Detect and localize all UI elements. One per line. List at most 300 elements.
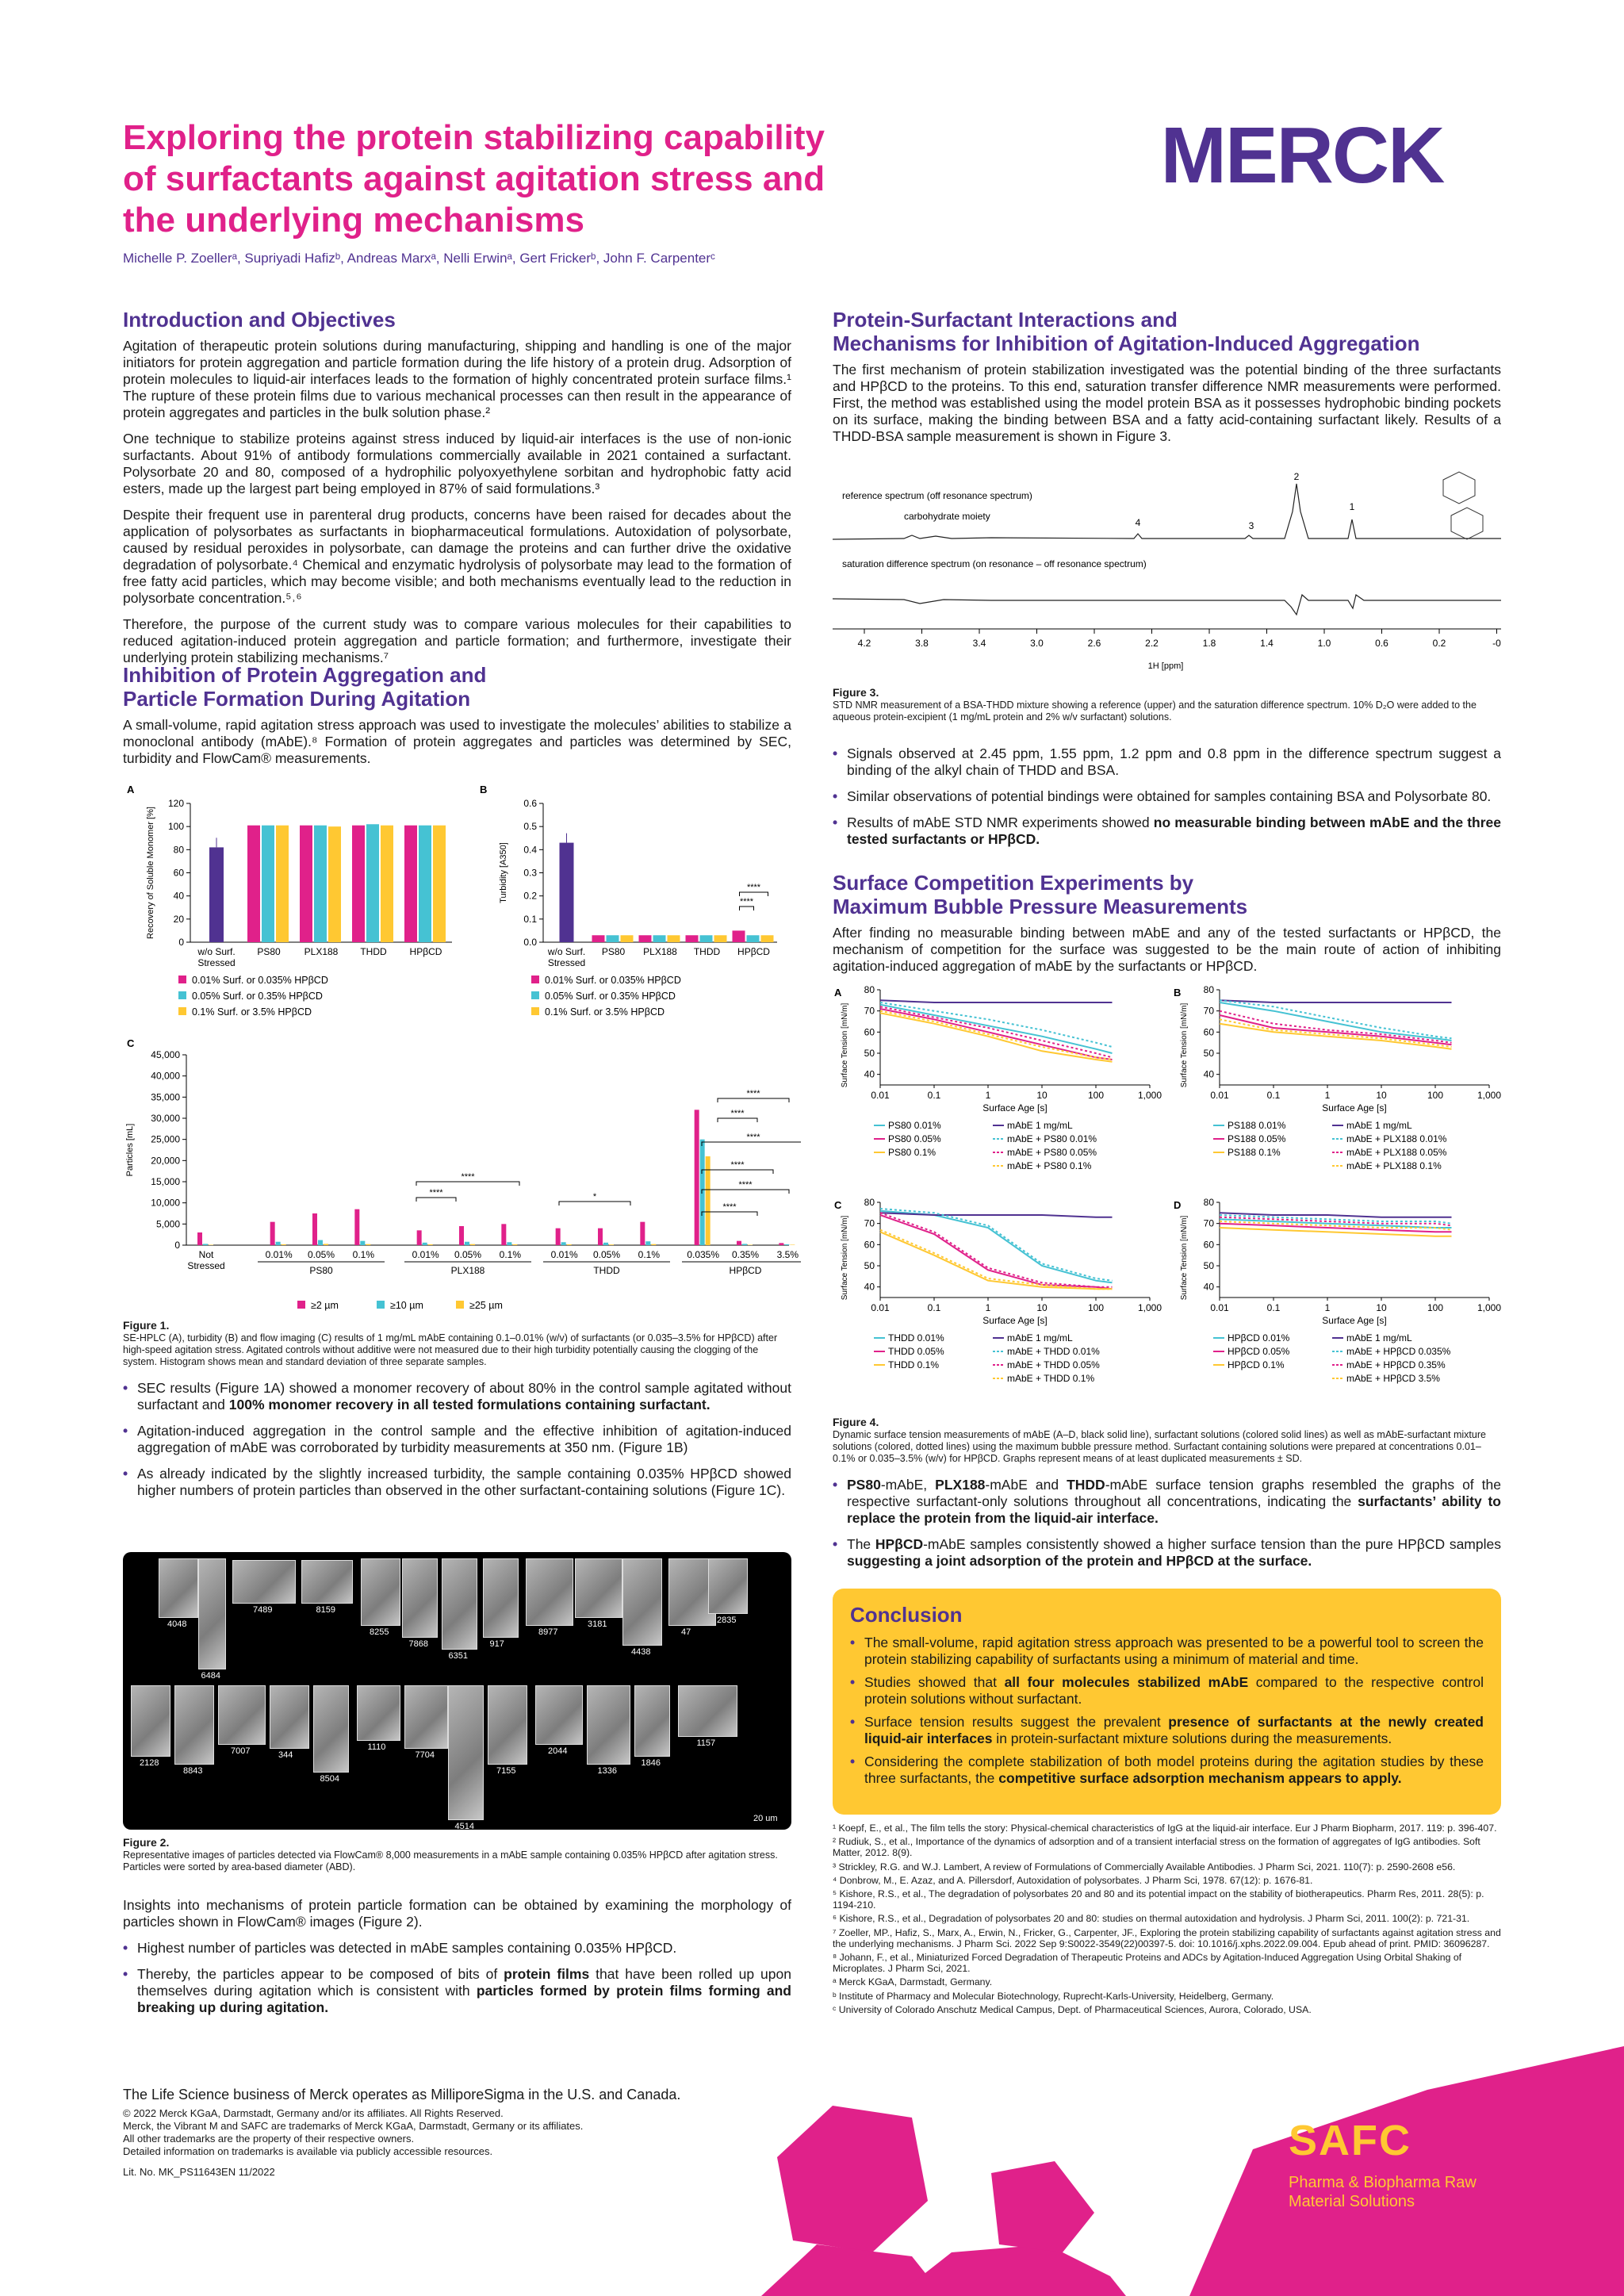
bar [742,1244,747,1245]
nmr-peak-label: 2 [1293,471,1300,482]
legend-label: mAbE + HPβCD 0.035% [1346,1346,1451,1357]
x-tick-label: 1 [1324,1302,1331,1313]
legend-label: mAbE + HPβCD 3.5% [1346,1373,1440,1384]
y-tick-label: 80 [864,1197,875,1208]
y-axis-label: Particles [mL] [125,1123,135,1177]
y-axis-label: Turbidity [A350] [499,842,508,903]
nmr-peak-label: 1 [1349,501,1355,512]
sig-label: **** [738,1180,753,1190]
sig-label: **** [461,1172,475,1182]
particle-label: 1336 [597,1766,617,1776]
legend-label: 0.1% Surf. or 3.5% HPβCD [192,1006,312,1018]
bar [501,1224,506,1245]
particle-label: 4048 [167,1619,187,1629]
y-tick-label: 0.2 [523,890,537,902]
fig2-discussion [123,1897,791,2026]
x-tick-label: PLX188 [643,946,677,957]
particle-image [483,1558,519,1638]
particle-image [678,1685,737,1737]
surface-p1: After finding no measurable binding between mAbE and any of the tested surfactants or HPβCD, the mechanism of competition for the surface was suggested to be the main route of action of inhibiting agitation-induced aggregation of mAbE by the surfactants or HPβCD. [833,925,1501,974]
x-tick-label: 0.01 [1210,1090,1229,1101]
bar [653,935,666,942]
y-axis-label: Recovery of Soluble Monomer [%] [146,807,155,939]
legend-label: ≥25 µm [469,1300,503,1311]
sig-label: **** [730,1160,745,1170]
x-axis-label: Surface Age [s] [982,1315,1048,1326]
reference-item: ᵇ Institute of Pharmacy and Molecular Biotechnology, Ruprecht-Karls-University, Heidelberg, Germany. [833,1990,1274,2002]
y-tick-label: 70 [864,1005,875,1017]
bar [417,1230,422,1245]
y-tick-label: 20 [173,913,184,925]
y-tick-label: 80 [1203,984,1214,995]
bar [314,826,327,942]
figure-3-caption [833,687,1501,723]
nmr-x-tick-label: 2.2 [1145,638,1159,649]
legend-label: HPβCD 0.05% [1228,1346,1290,1357]
inhibition-heading-2: Particle Formation During Agitation [123,687,471,711]
particle-label: 1846 [641,1758,661,1768]
bar [737,1241,741,1245]
x-tick-label: 0.1% [638,1249,661,1260]
x-axis-label: Surface Age [s] [1322,1102,1387,1114]
nmr-saturation-spectrum [833,595,1501,615]
intro-p3: Despite their frequent use in parenteral drug products, concerns have been raised for decades about the application of polysorbates as surfactants in biopharmaceutical formulations. Autoxidation of polysorbate, caused by residual peroxides in polysorbate, can damage the proteins and can further drive the oxidative degradation of polysorbate.⁴ Chemical and enzymatic hydrolysis of polysorbate may lead to the formation of free fatty acid particles, which may become visible; and both mechanisms eventually lead to the reduction in polysorbate concentration.⁵˒⁶ [123,507,791,606]
reference-item: ¹ Koepf, E., et al., The film tells the story: Physical-chemical characteristics of IgG at the liquid-air interface. Eur J Pharm Biopharm, 2017. 119: p. 396-407. [833,1823,1497,1834]
legend-label: HPβCD 0.01% [1228,1332,1290,1343]
nmr-x-tick-label: 1.4 [1260,638,1274,649]
y-tick-label: 120 [167,798,184,809]
bar [668,935,680,942]
bar [507,1242,511,1245]
bar [784,1244,789,1245]
y-tick-label: 60 [173,867,184,879]
legend-label: mAbE + THDD 0.1% [1007,1373,1095,1384]
x-axis-label: Surface Age [s] [1322,1315,1387,1326]
x-tick-label: 0.35% [731,1249,760,1260]
intro-heading: Introduction and Objectives [123,308,396,332]
particle-image [448,1685,484,1820]
bar [381,826,393,942]
legend-label: 0.05% Surf. or 0.35% HPβCD [192,991,323,1002]
reference-item: ⁴ Donbrow, M., E. Azaz, and A. Pillersdorf, Autoxidation of polysorbates. J Pharm Sci, 1978. 67(12): p. 1676-81. [833,1874,1313,1886]
particle-image [131,1685,170,1757]
figure-1-caption [123,1320,791,1368]
bar [354,1209,359,1245]
x-tick-label: 0.1 [927,1302,941,1313]
x-tick-label: 0.05% [592,1249,621,1260]
intro-p2: One technique to stabilize proteins against stress induced by liquid-air interfaces is the use of non-ionic surfactants. About 91% of antibody formulations commercially available in 2021 contained a surfactant. Polysorbate 20 and 80, composed of a hydrophilic polyoxyethylene sorbitan and hydrophobic fatty acid esters, made up the largest part being employed in 87% of said formulations.³ [123,431,791,496]
bar [645,1241,650,1245]
particle-label: 8843 [183,1766,203,1776]
bar [404,826,417,942]
legend-label: THDD 0.05% [888,1346,944,1357]
y-tick-label: 100 [167,821,184,833]
sig-label: **** [746,883,761,892]
sig-label: **** [746,1089,760,1098]
y-tick-label: 30,000 [151,1113,180,1124]
legend-label: mAbE + PLX188 0.1% [1346,1160,1442,1171]
particle-image [708,1558,748,1614]
figure-2-flowcam-images [123,1552,791,1830]
group-label: Stressed [187,1260,225,1271]
decorative-hexagons [714,2014,1624,2296]
y-tick-label: 40 [1203,1281,1214,1293]
nmr-carbohydrate-label: carbohydrate moiety [904,511,990,522]
figure-4a-chart [833,983,1166,1194]
inhibition-heading-1: Inhibition of Protein Aggregation and [123,663,487,687]
bar [556,1228,561,1245]
sig-bracket [702,1142,801,1146]
bar [603,1243,608,1245]
y-tick-label: 40 [864,1281,875,1293]
panel-label: B [1174,987,1182,999]
panel-label: A [127,784,135,795]
conclusion-bullet-1: • The small-volume, rapid agitation stress approach was presented to be a powerful tool to screen the protein stabilizing capability of surfactants using a minimum of material and time. [850,1635,1484,1668]
sig-label: * [592,1192,597,1202]
bar [607,935,619,942]
particle-image [198,1558,226,1669]
bar [276,1242,281,1245]
bar [700,1140,705,1245]
x-tick-label: 0.01 [871,1302,890,1313]
conclusion-bullet-4: • Considering the complete stabilization of both model proteins during the agitation studies by these three surfactants, the competitive surface adsorption mechanism appears to apply. [850,1754,1484,1787]
particle-label: 7489 [253,1605,273,1615]
particle-image [232,1560,296,1604]
particle-image [218,1685,266,1745]
x-tick-label: 0.01% [412,1249,439,1260]
fig2-p1: Insights into mechanisms of protein particle formation can be obtained by examining the morphology of particles shown in FlowCam® images (Figure 2). [123,1897,791,1930]
panel-label: B [480,784,488,795]
x-tick-label: 10 [1036,1090,1048,1101]
bar [695,1110,699,1245]
y-axis-label: Surface Tension [mN/m] [841,1002,849,1088]
x-tick-label: 0.01% [265,1249,293,1260]
sig-label: **** [429,1188,443,1198]
surface-heading-2: Maximum Bubble Pressure Measurements [833,895,1248,918]
inhibition-bullets [123,1380,791,1508]
y-tick-label: 80 [1203,1197,1214,1208]
figure-3-nmr-spectrum [833,456,1501,678]
nmr-x-tick-label: 3.4 [972,638,986,649]
legend-label: mAbE + PS80 0.1% [1007,1160,1092,1171]
legend-swatch [178,991,186,999]
y-tick-label: 60 [1203,1239,1214,1251]
legend-label: PS188 0.01% [1228,1120,1286,1131]
intro-p4: Therefore, the purpose of the current study was to compare various molecules for their capabilities to reduced agitation-induced protein aggregation and particle formation; and furthermore, investigate their underlying protein stabilizing mechanisms.⁷ [123,616,791,665]
interactions-bullet-1: • Signals observed at 2.45 ppm, 1.55 ppm, 1.2 ppm and 0.8 ppm in the difference spectrum suggest a binding of the alkyl chain of THDD and BSA. [833,746,1501,779]
particle-label: 8255 [370,1627,389,1637]
fig2-caption-text: Representative images of particles detected via FlowCam® 8,000 measurements in a mAbE sample containing 0.035% HPβCD after agitation stress. Particles were sorted by area-based diameter (ABD). [123,1849,778,1872]
sig-label: **** [746,1133,760,1142]
bar [747,935,760,942]
sig-bracket [416,1182,519,1186]
bar [651,1244,656,1245]
poster-title [123,117,995,241]
y-axis-label: Surface Tension [mN/m] [1180,1215,1189,1301]
legend-label: 0.01% Surf. or 0.035% HPβCD [192,975,328,986]
particle-label: 7704 [415,1750,435,1760]
x-tick-label: Stressed [547,957,586,968]
particle-label: 4438 [631,1647,651,1657]
fig1-caption-text: SE-HPLC (A), turbidity (B) and flow imaging (C) results of 1 mg/mL mAbE containing 0.1–0.01% (w/v) of surfactants (or 0.035–3.5% for HPβCD) after high-speed agitation stress. Agitated controls without additive were not measured due to their high turbidity potentially causing the clogging of the system. Histogram shows mean and standard deviation of three separate samples. [123,1332,778,1367]
y-tick-label: 0.3 [523,867,537,879]
scale-bar-label: 20 um [753,1814,778,1823]
particle-label: 1110 [367,1742,386,1752]
safc-tagline: Pharma & Biopharma Raw Material Solutions [1289,2174,1477,2210]
particle-label: 7155 [496,1766,516,1776]
particle-label: 6484 [201,1671,220,1681]
bar [459,1226,464,1245]
particle-label: 7868 [408,1639,428,1649]
bar [748,1244,753,1245]
legend-label: mAbE + HPβCD 0.35% [1346,1359,1446,1370]
bar [262,826,274,942]
x-tick-label: 1,000 [1137,1090,1162,1101]
panel-label: C [834,1199,842,1211]
footer-line-5: Detailed information on trademarks is available via publicly accessible resources. [123,2145,493,2157]
surface-heading-1: Surface Competition Experiments by [833,871,1194,895]
legend-swatch [531,1007,539,1015]
fig3-caption-text: STD NMR measurement of a BSA-THDD mixture showing a reference (upper) and the saturation difference spectrum. 10% D₂O were added to the aqueous protein-excipient (1 mg/mL protein and 2% w/v surfactant) solutions. [833,700,1477,723]
legend-label: PS188 0.1% [1228,1147,1281,1158]
y-tick-label: 40 [1203,1068,1214,1080]
particle-image [622,1558,662,1646]
reference-item: ᵃ Merck KGaA, Darmstadt, Germany. [833,1976,993,1988]
legend-label: mAbE 1 mg/mL [1346,1120,1412,1131]
surface-bullet-2: • The HPβCD-mAbE samples consistently showed a higher surface tension than the pure HPβCD samples suggesting a joint adsorption of the protein and HPβCD at the surface. [833,1536,1501,1570]
fig4-caption-text: Dynamic surface tension measurements of mAbE (A–D, black solid line), surfactant solutions (colored solid lines) as well as mAbE-surfactant mixture solutions (colored, dotted lines) using the maximum bubble pressure method. Surfactant containing solutions were prepared at concentrations 0.01–0.1% or 0.035–3.5% (w/v) for HPβCD. Graphs represent means of at least duplicated measurements ± SD. [833,1429,1486,1464]
footer-line-1: The Life Science business of Merck operates as MilliporeSigma in the U.S. and Canada. [123,2087,681,2102]
particle-image [575,1558,622,1618]
x-tick-label: 100 [1427,1090,1444,1101]
bar [328,826,341,942]
bar [733,930,745,942]
sig-bracket [740,907,754,910]
y-tick-label: 45,000 [151,1049,180,1060]
legend-label: ≥2 µm [311,1300,339,1311]
merck-logo-text: MERCK [1160,119,1444,194]
sig-bracket [740,892,768,896]
x-tick-label: 0.01 [871,1090,890,1101]
y-tick-label: 70 [864,1217,875,1229]
bar-control [560,843,574,942]
fig4-caption-title: Figure 4. [833,1416,879,1428]
bar [366,1244,370,1245]
merck-logo [1102,119,1503,194]
y-tick-label: 0.4 [523,844,537,856]
reference-item: ⁸ Johann, F., et al., Miniaturized Forced Degradation of Therapeutic Proteins and ADCs by Agitation-Induced Aggregation Using Orbital Shaking of Microplates. J Pharm Sci, 2021. [833,1952,1462,1975]
particle-label: 8977 [538,1627,558,1637]
fig2-bullet-1: • Highest number of particles was detected in mAbE samples containing 0.035% HPβCD. [123,1940,791,1957]
bar [419,826,431,942]
legend-label: PS188 0.05% [1228,1133,1286,1144]
legend-swatch [297,1301,305,1309]
interactions-p1: The first mechanism of protein stabilization investigated was the potential binding of the three surfactants and HPβCD to the proteins. To this end, saturation transfer difference NMR measurements were performed. First, the method was established using the model protein BSA as it possesses hydrophobic binding pockets on its surface, making the binding between BSA and a fatty acid-containing surfactant likely. Results of a THDD-BSA sample measurement is shown in Figure 3. [833,362,1501,444]
particle-image [301,1560,353,1604]
x-tick-label: 100 [1087,1302,1105,1313]
y-tick-label: 50 [1203,1260,1214,1271]
bar [312,1213,317,1245]
y-tick-label: 10,000 [151,1197,180,1209]
inhibition-section [123,663,791,776]
series-line [1220,1002,1452,1041]
x-tick-label: w/o Surf. [547,946,586,957]
inhibition-bullet-1: • SEC results (Figure 1A) showed a monomer recovery of about 80% in the control sample agitated without surfactant and 100% monomer recovery in all tested formulations containing surfactant. [123,1380,791,1413]
bar [203,1244,208,1245]
particle-image [402,1558,438,1638]
intro-section [123,308,791,676]
group-label: PS80 [309,1265,333,1276]
group-label: PLX188 [450,1265,485,1276]
bar-control [209,847,224,942]
authors: Michelle P. Zoellerᵃ, Supriyadi Hafizᵇ, Andreas Marxᵃ, Nelli Erwinᵃ, Gert Frickerᵇ, John F. Carpenterᶜ [123,251,716,266]
legend-swatch [377,1301,385,1309]
x-tick-label: 1 [1324,1090,1331,1101]
particle-image [526,1558,573,1626]
group-label: THDD [593,1265,620,1276]
particle-label: 8159 [316,1605,335,1615]
particle-label: 917 [489,1639,504,1649]
bar [366,824,379,942]
x-tick-label: 0.1 [1266,1302,1281,1313]
bar [779,1243,783,1245]
x-tick-label: 0.1 [1266,1090,1281,1101]
series-line [880,1213,1113,1217]
sig-bracket [718,1118,757,1122]
interactions-section [833,308,1501,454]
interactions-bullet-2: • Similar observations of potential bindings were obtained for samples containing BSA and Polysorbate 80. [833,788,1501,805]
bar [428,1244,433,1245]
particle-image [357,1685,400,1741]
legend-label: 0.1% Surf. or 3.5% HPβCD [545,1006,665,1018]
x-tick-label: 1 [985,1302,991,1313]
x-tick-label: Stressed [197,957,236,968]
x-tick-label: 0.1% [499,1249,522,1260]
legend-swatch [456,1301,464,1309]
nmr-x-tick-label: 4.2 [857,638,871,649]
sig-label: **** [730,1109,745,1118]
x-tick-label: THDD [360,946,387,957]
reference-item: ⁷ Zoeller, MP., Hafiz, S., Marx, A., Erwin, N., Fricker, G., Carpenter, JF., Exploring the protein stabilizing capability of surfactants against agitation stress and the underlying mechanisms. J Pharm Sci. 2022 Sep 9:S0022-3549(22)00397-5. doi: 10.1016/j.xphs.2022.09.004. Epub ahead of print. PMID: 36096287. [833,1926,1501,1949]
interactions-heading-2: Mechanisms for Inhibition of Agitation-Induced Aggregation [833,332,1420,355]
nmr-x-tick-label: 3.0 [1030,638,1044,649]
legend-swatch [531,991,539,999]
series-line [1220,1015,1452,1045]
sig-bracket [702,1170,773,1174]
x-tick-label: 1,000 [1137,1302,1162,1313]
sig-bracket [702,1190,789,1194]
x-tick-label: 0.05% [454,1249,482,1260]
legend-swatch [178,976,186,983]
y-tick-label: 0.1 [523,913,537,925]
particle-image [313,1685,349,1773]
particle-image [174,1685,214,1765]
bar [561,1242,566,1245]
particle-image [488,1685,527,1765]
legend-label: PS80 0.01% [888,1120,941,1131]
sig-bracket [718,1098,789,1102]
conclusion-bullet-3: • Surface tension results suggest the prevalent presence of surfactants at the newly created liquid-air interfaces in protein-surfactant mixture solutions during the measurements. [850,1714,1484,1747]
particle-image [587,1685,630,1765]
series-line [880,1002,1113,1047]
y-tick-label: 40 [864,1068,875,1080]
legend-label: HPβCD 0.1% [1228,1359,1285,1370]
series-line [880,1232,1113,1289]
bar [761,935,774,942]
reference-item: ⁶ Kishore, R.S., et al., Degradation of polysorbates 20 and 80: studies on thermal autoxidation and hydrolysis. J Pharm Sci, 2011. 100(2): p. 721-31. [833,1913,1470,1925]
bar [621,935,634,942]
legend-swatch [178,1007,186,1015]
figure-4-caption [833,1416,1501,1465]
particle-label: 1157 [696,1738,716,1748]
safc-logo: SAFC [1289,2117,1411,2164]
nmr-x-axis-label: 1H [ppm] [1147,661,1184,671]
particle-image [361,1558,400,1626]
y-tick-label: 0 [178,937,184,948]
particle-label: 2044 [548,1746,568,1756]
bar [360,1241,365,1245]
particle-label: 8504 [320,1774,339,1784]
y-tick-label: 50 [864,1260,875,1271]
particle-label: 7007 [231,1746,251,1756]
figure-4c-chart [833,1196,1166,1406]
x-tick-label: PLX188 [304,946,339,957]
y-tick-label: 80 [173,844,184,856]
footer-lit-no: Lit. No. MK_PS11643EN 11/2022 [123,2166,275,2178]
bar [512,1244,517,1245]
reference-item: ⁵ Kishore, R.S., et al., The degradation of polysorbates 20 and 80 and its potential impact on the stability of biotherapeutics. Pharm Res, 2011. 28(5): p. 1194-210. [833,1888,1484,1911]
figure-2-caption [123,1837,791,1873]
bar [324,1244,328,1245]
conclusion-heading: Conclusion [850,1603,963,1627]
bar [270,1222,275,1245]
interactions-bullets [833,746,1501,857]
particle-image [404,1685,448,1749]
x-tick-label: 0.05% [307,1249,335,1260]
legend-label: mAbE + PS80 0.01% [1007,1133,1097,1144]
figure-1c-chart [123,1035,801,1313]
reference-item: ² Rudiuk, S., et al., Importance of the dynamics of adsorption and of a transient interfacial stress on the formation of aggregates of IgG antibodies. Soft Matter, 2012. 8(9). [833,1836,1480,1859]
figure-4b-chart [1172,983,1505,1194]
footer-line-4: All other trademarks are the property of their respective owners. [123,2133,415,2145]
series-line [880,1000,1113,1002]
legend-label: mAbE 1 mg/mL [1346,1332,1412,1343]
y-tick-label: 0.0 [523,937,537,948]
x-tick-label: 10 [1036,1302,1048,1313]
x-tick-label: 1,000 [1477,1302,1502,1313]
fig1-caption-title: Figure 1. [123,1319,170,1332]
y-axis-label: Surface Tension [mN/m] [1180,1002,1189,1088]
y-tick-label: 0.6 [523,798,537,809]
particle-label: 47 [681,1627,691,1637]
reference-item: ³ Strickley, R.G. and W.J. Lambert, A review of Formulations of Commercially Available Antibodies. J Pharm Sci, 2021. 110(7): p. 2590-2608 e56. [833,1861,1456,1872]
bar [300,826,312,942]
bar [640,1222,645,1245]
y-tick-label: 5,000 [155,1218,180,1230]
bar [276,826,289,942]
particle-label: 4514 [454,1822,474,1830]
conclusion-bullet-2: • Studies showed that all four molecules stabilized mAbE compared to the respective control protein solutions without surfactant. [850,1674,1484,1708]
bar [592,935,605,942]
legend-label: 0.01% Surf. or 0.035% HPβCD [545,975,681,986]
legend-label: ≥10 µm [390,1300,423,1311]
nmr-reference-label: reference spectrum (off resonance spectrum) [842,490,1032,501]
surface-section [833,871,1501,984]
legend-label: THDD 0.01% [888,1332,944,1343]
particle-image [535,1685,583,1745]
y-tick-label: 70 [1203,1005,1214,1017]
x-tick-label: PS80 [601,946,626,957]
